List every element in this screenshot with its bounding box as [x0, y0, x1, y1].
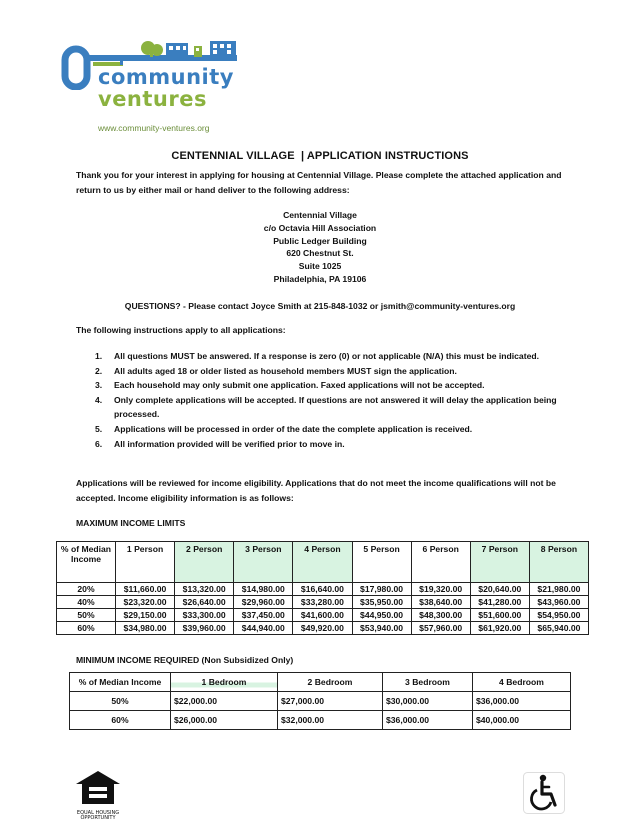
table-cell: 40%: [57, 596, 116, 609]
table-header-row: [70, 673, 571, 692]
wheelchair-icon: [523, 772, 565, 814]
table-cell: $21,980.00: [529, 583, 588, 596]
table-cell: 50%: [57, 609, 116, 622]
table-cell: $43,960.00: [529, 596, 588, 609]
list-item: 4. Only complete applications will be accepted. If questions are not answered it will delay the application being processed.: [95, 394, 557, 420]
table-cell: $30,000.00: [383, 692, 473, 711]
min-income-heading: MINIMUM INCOME REQUIRED (Non Subsidized Only): [76, 655, 294, 665]
equal-housing-text: EQUAL HOUSING OPPORTUNITY: [76, 810, 120, 821]
max-income-heading: MAXIMUM INCOME LIMITS: [76, 518, 186, 528]
table-cell: $34,980.00: [116, 622, 175, 635]
table-cell: $29,960.00: [234, 596, 293, 609]
col-header: 6 Person: [411, 542, 470, 583]
table-cell: $48,300.00: [411, 609, 470, 622]
table-cell: $16,640.00: [293, 583, 352, 596]
list-item: 1. All questions MUST be answered. If a response is zero (0) or not applicable (N/A) this must be indicated.: [95, 351, 539, 361]
table-cell: $39,960.00: [175, 622, 234, 635]
table-cell: $36,000.00: [473, 692, 571, 711]
table-cell: $26,640.00: [175, 596, 234, 609]
table-cell: $22,000.00: [171, 692, 278, 711]
table-cell: $57,960.00: [411, 622, 470, 635]
col-header: 4 Bedroom: [473, 673, 571, 692]
table-cell: $33,280.00: [293, 596, 352, 609]
table-header-row: [57, 542, 589, 583]
logo-url: www.community-ventures.org: [98, 123, 210, 133]
col-header: 8 Person: [529, 542, 588, 583]
table-cell: $35,950.00: [352, 596, 411, 609]
address-line: Public Ledger Building: [273, 235, 367, 246]
table-cell: 60%: [70, 711, 171, 730]
max-income-table: [56, 541, 589, 635]
col-header: % of Median Income: [57, 542, 116, 583]
col-header: % of Median Income: [70, 673, 171, 692]
min-income-table: [69, 672, 571, 730]
table-cell: $41,600.00: [293, 609, 352, 622]
list-item: 6. All information provided will be verified prior to move in.: [95, 438, 345, 449]
table-row: [70, 692, 571, 711]
questions-contact: QUESTIONS? - Please contact Joyce Smith at 215-848-1032 or jsmith@community-ventures.org: [124, 301, 516, 311]
mailing-address: [0, 210, 640, 287]
table-cell: $17,980.00: [352, 583, 411, 596]
col-header: 2 Bedroom: [278, 673, 383, 692]
instructions-intro: The following instructions apply to all applications:: [76, 325, 286, 335]
logo: [60, 40, 250, 135]
table-cell: $19,320.00: [411, 583, 470, 596]
table-row: [57, 609, 589, 622]
table-cell: $53,940.00: [352, 622, 411, 635]
list-item: 2. All adults aged 18 or older listed as household members MUST sign the application.: [95, 365, 457, 376]
table-cell: $27,000.00: [278, 692, 383, 711]
instructions-list: [76, 349, 566, 451]
table-cell: $37,450.00: [234, 609, 293, 622]
table-cell: $32,000.00: [278, 711, 383, 730]
address-line: Centennial Village: [283, 210, 357, 220]
col-header: 3 Person: [234, 542, 293, 583]
table-cell: $33,300.00: [175, 609, 234, 622]
list-item: 5. Applications will be processed in order of the date the complete application is received.: [95, 423, 473, 434]
table-cell: $49,920.00: [293, 622, 352, 635]
table-cell: $54,950.00: [529, 609, 588, 622]
col-header: 5 Person: [352, 542, 411, 583]
intro-paragraph: Thank you for your interest in applying for housing at Centennial Village. Please complete the attached application and return to us by either mail or hand deliver to the following address:: [76, 170, 562, 195]
list-item: 3. Each household may only submit one application. Faxed applications will not be accepted.: [95, 380, 485, 391]
table-cell: $40,000.00: [473, 711, 571, 730]
equal-housing-icon: [74, 770, 122, 806]
equal-housing-logo: [74, 770, 122, 821]
address-line: 620 Chestnut St.: [286, 248, 354, 259]
table-row: [57, 583, 589, 596]
table-cell: $20,640.00: [470, 583, 529, 596]
table-cell: $65,940.00: [529, 622, 588, 635]
table-cell: 20%: [57, 583, 116, 596]
table-cell: $14,980.00: [234, 583, 293, 596]
address-line: Suite 1025: [298, 261, 342, 272]
logo-community-text: community: [98, 65, 234, 89]
col-header: 1 Bedroom: [171, 673, 278, 692]
accessibility-logo: [523, 772, 565, 814]
col-header: 4 Person: [293, 542, 352, 583]
col-header: 1 Person: [116, 542, 175, 583]
table-cell: $13,320.00: [175, 583, 234, 596]
address-line: c/o Octavia Hill Association: [263, 222, 377, 233]
col-header: 7 Person: [470, 542, 529, 583]
address-line: Philadelphia, PA 19106: [273, 273, 367, 284]
table-row: [57, 622, 589, 635]
col-header: 2 Person: [175, 542, 234, 583]
logo-ventures-text: ventures: [98, 87, 207, 111]
table-cell: $29,150.00: [116, 609, 175, 622]
table-cell: $44,940.00: [234, 622, 293, 635]
table-cell: $41,280.00: [470, 596, 529, 609]
table-cell: 60%: [57, 622, 116, 635]
table-cell: $51,600.00: [470, 609, 529, 622]
table-cell: $23,320.00: [116, 596, 175, 609]
col-header: 3 Bedroom: [383, 673, 473, 692]
page-title: CENTENNIAL VILLAGE | APPLICATION INSTRUCTIONS: [171, 150, 469, 162]
eligibility-paragraph: Applications will be reviewed for income eligibility. Applications that do not meet the income qualifications will not be accepted. Income eligibility information is as follows:: [76, 478, 556, 503]
table-cell: $36,000.00: [383, 711, 473, 730]
table-cell: $44,950.00: [352, 609, 411, 622]
table-cell: $11,660.00: [116, 583, 175, 596]
table-cell: $26,000.00: [171, 711, 278, 730]
table-cell: 50%: [70, 692, 171, 711]
table-cell: $61,920.00: [470, 622, 529, 635]
table-row: [70, 711, 571, 730]
table-cell: $38,640.00: [411, 596, 470, 609]
table-row: [57, 596, 589, 609]
